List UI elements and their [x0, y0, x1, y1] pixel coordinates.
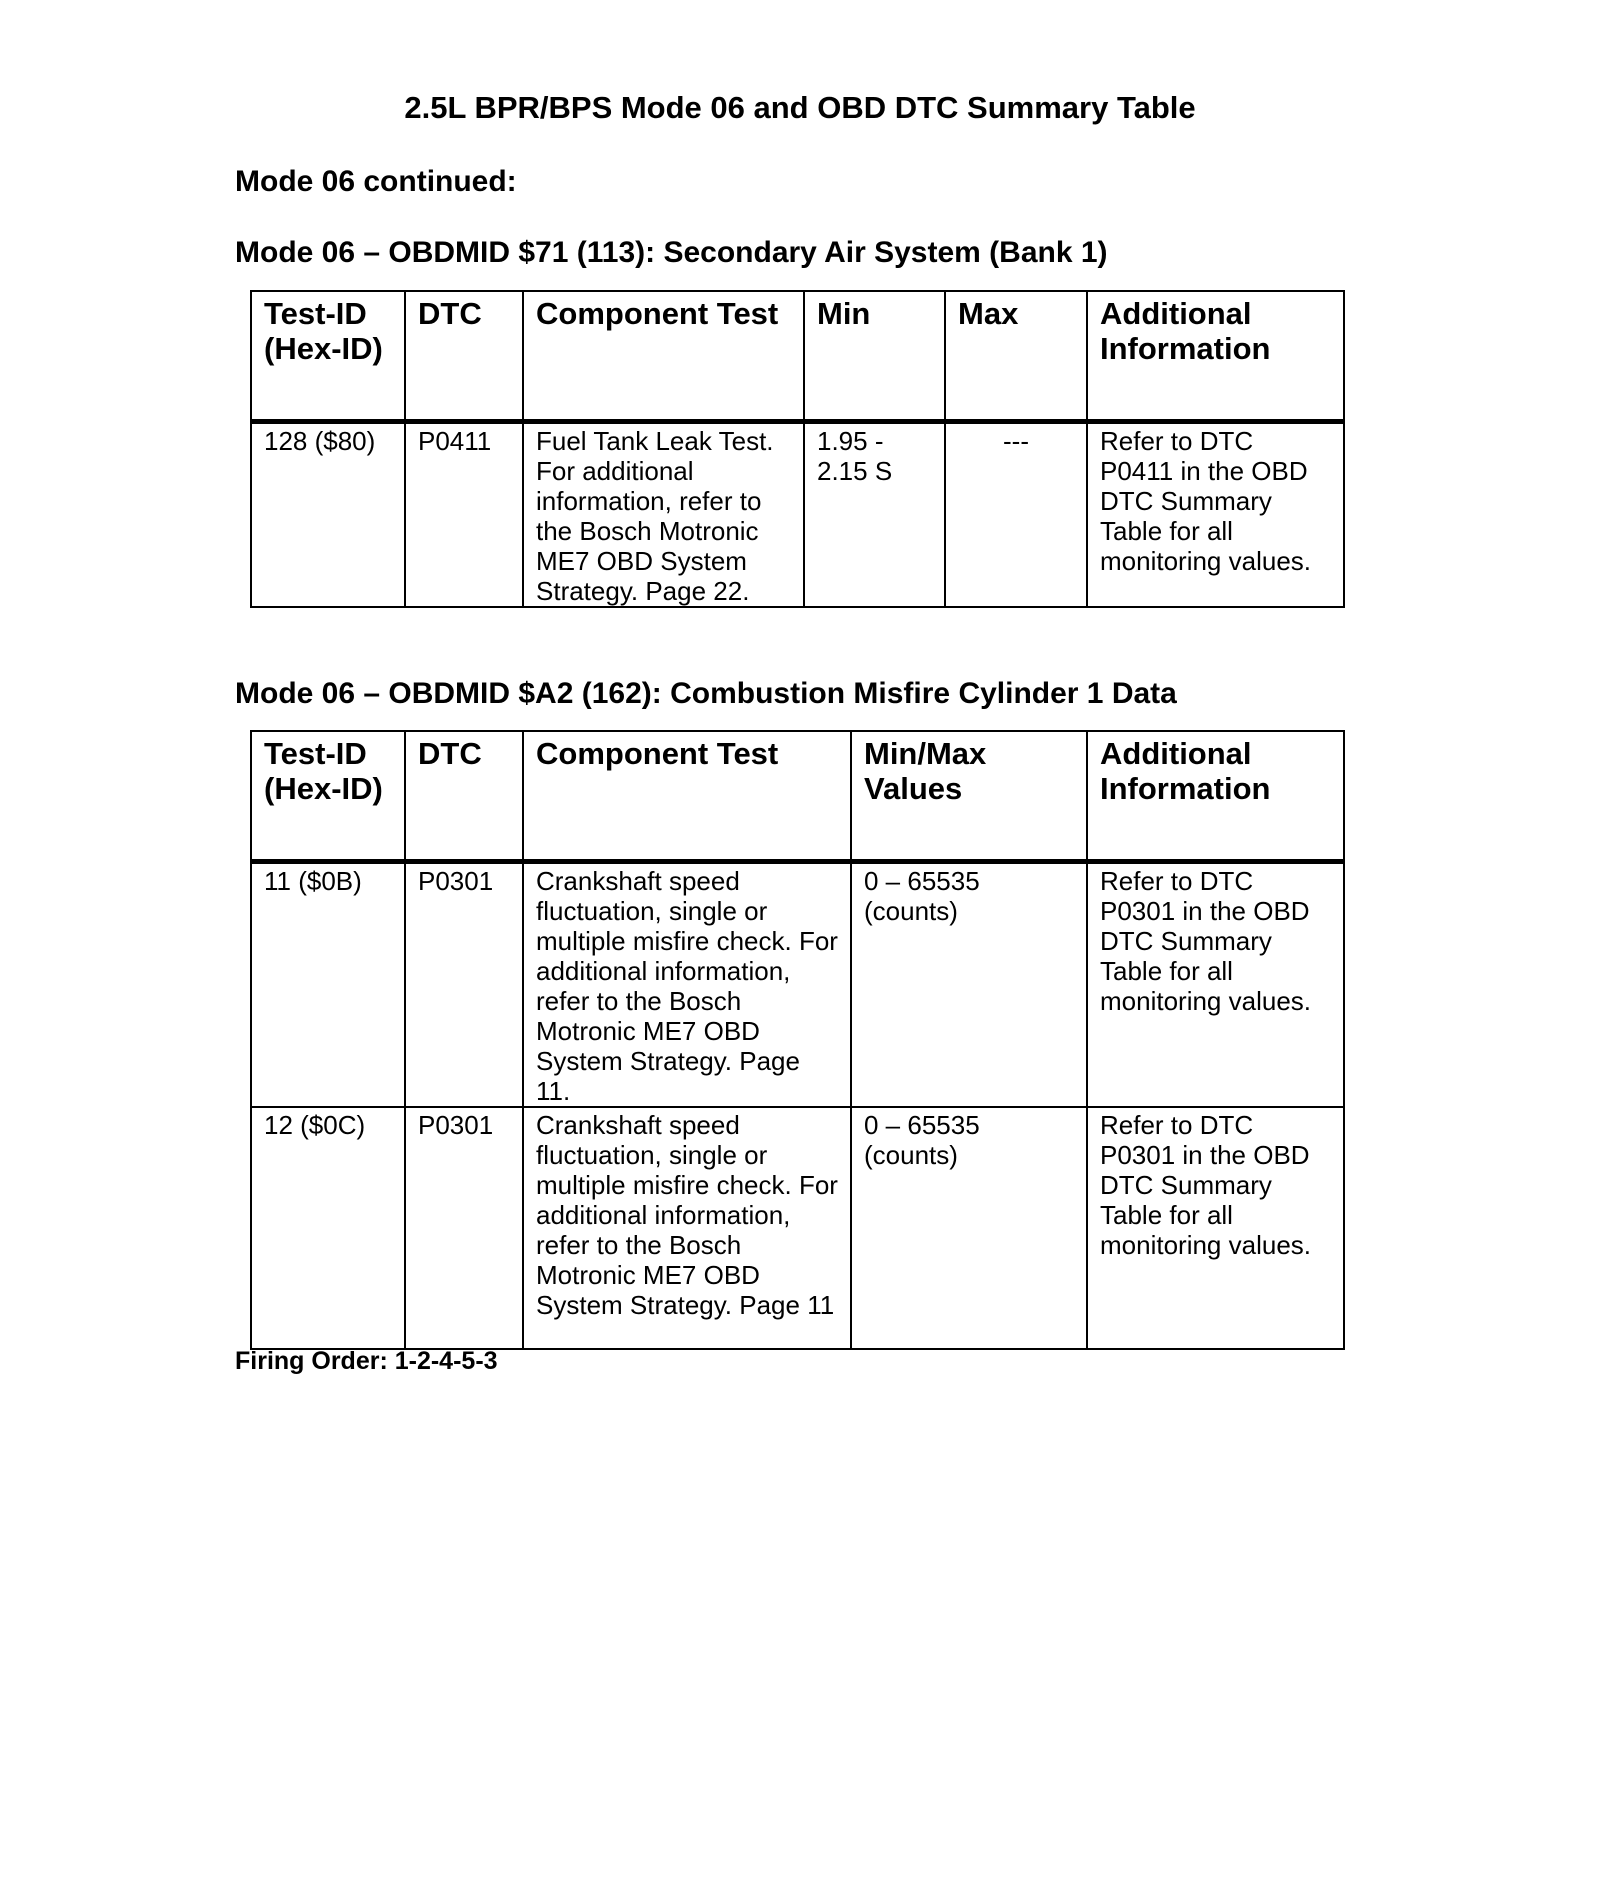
continued-label: Mode 06 continued: — [235, 165, 517, 198]
misfire-table — [250, 730, 1345, 1350]
firing-order: Firing Order: 1-2-4-5-3 — [235, 1347, 498, 1375]
table-row — [251, 1107, 1344, 1349]
table-row — [251, 422, 1344, 608]
test-id-cell: 11 ($0B) — [251, 862, 405, 1108]
section1-heading: Mode 06 – OBDMID $71 (113): Secondary Air System (Bank 1) — [235, 236, 1108, 269]
table-header-row — [251, 291, 1344, 422]
test-id-cell: 128 ($80) — [251, 422, 405, 608]
page-title: 2.5L BPR/BPS Mode 06 and OBD DTC Summary Table — [404, 90, 1196, 125]
header-component-test: Component Test — [523, 291, 804, 422]
additional-info-cell: Refer to DTC P0411 in the OBD DTC Summary Table for all monitoring values. — [1087, 422, 1344, 608]
table-header-row — [251, 731, 1344, 862]
component-test-cell: Crankshaft speed fluctuation, single or multiple misfire check. For additional information, refer to the Bosch Motronic ME7 OBD System Strategy. Page 11. — [523, 862, 851, 1108]
minmax-cell: 0 – 65535 (counts) — [851, 862, 1087, 1108]
header-additional-info: Additional Information — [1087, 731, 1344, 862]
header-test-id: Test-ID (Hex-ID) — [251, 731, 405, 862]
dtc-cell: P0301 — [405, 862, 523, 1108]
header-min: Min — [804, 291, 945, 422]
header-dtc: DTC — [405, 731, 523, 862]
dtc-cell: P0411 — [405, 422, 523, 608]
component-test-cell: Crankshaft speed fluctuation, single or multiple misfire check. For additional information, refer to the Bosch Motronic ME7 OBD System Strategy. Page 11 — [523, 1107, 851, 1349]
header-additional-info: Additional Information — [1087, 291, 1344, 422]
min-cell: 1.95 - 2.15 S — [804, 422, 945, 608]
max-cell: --- — [945, 422, 1087, 608]
additional-info-cell: Refer to DTC P0301 in the OBD DTC Summary Table for all monitoring values. — [1087, 1107, 1344, 1349]
table-row — [251, 862, 1344, 1108]
header-component-test: Component Test — [523, 731, 851, 862]
header-minmax: Min/Max Values — [851, 731, 1087, 862]
section2-heading: Mode 06 – OBDMID $A2 (162): Combustion Misfire Cylinder 1 Data — [235, 677, 1177, 710]
header-test-id: Test-ID (Hex-ID) — [251, 291, 405, 422]
secondary-air-table — [250, 290, 1345, 608]
dtc-cell: P0301 — [405, 1107, 523, 1349]
header-max: Max — [945, 291, 1087, 422]
test-id-cell: 12 ($0C) — [251, 1107, 405, 1349]
header-dtc: DTC — [405, 291, 523, 422]
component-test-cell: Fuel Tank Leak Test. For additional information, refer to the Bosch Motronic ME7 OBD System Strategy. Page 22. — [523, 422, 804, 608]
minmax-cell: 0 – 65535 (counts) — [851, 1107, 1087, 1349]
additional-info-cell: Refer to DTC P0301 in the OBD DTC Summary Table for all monitoring values. — [1087, 862, 1344, 1108]
